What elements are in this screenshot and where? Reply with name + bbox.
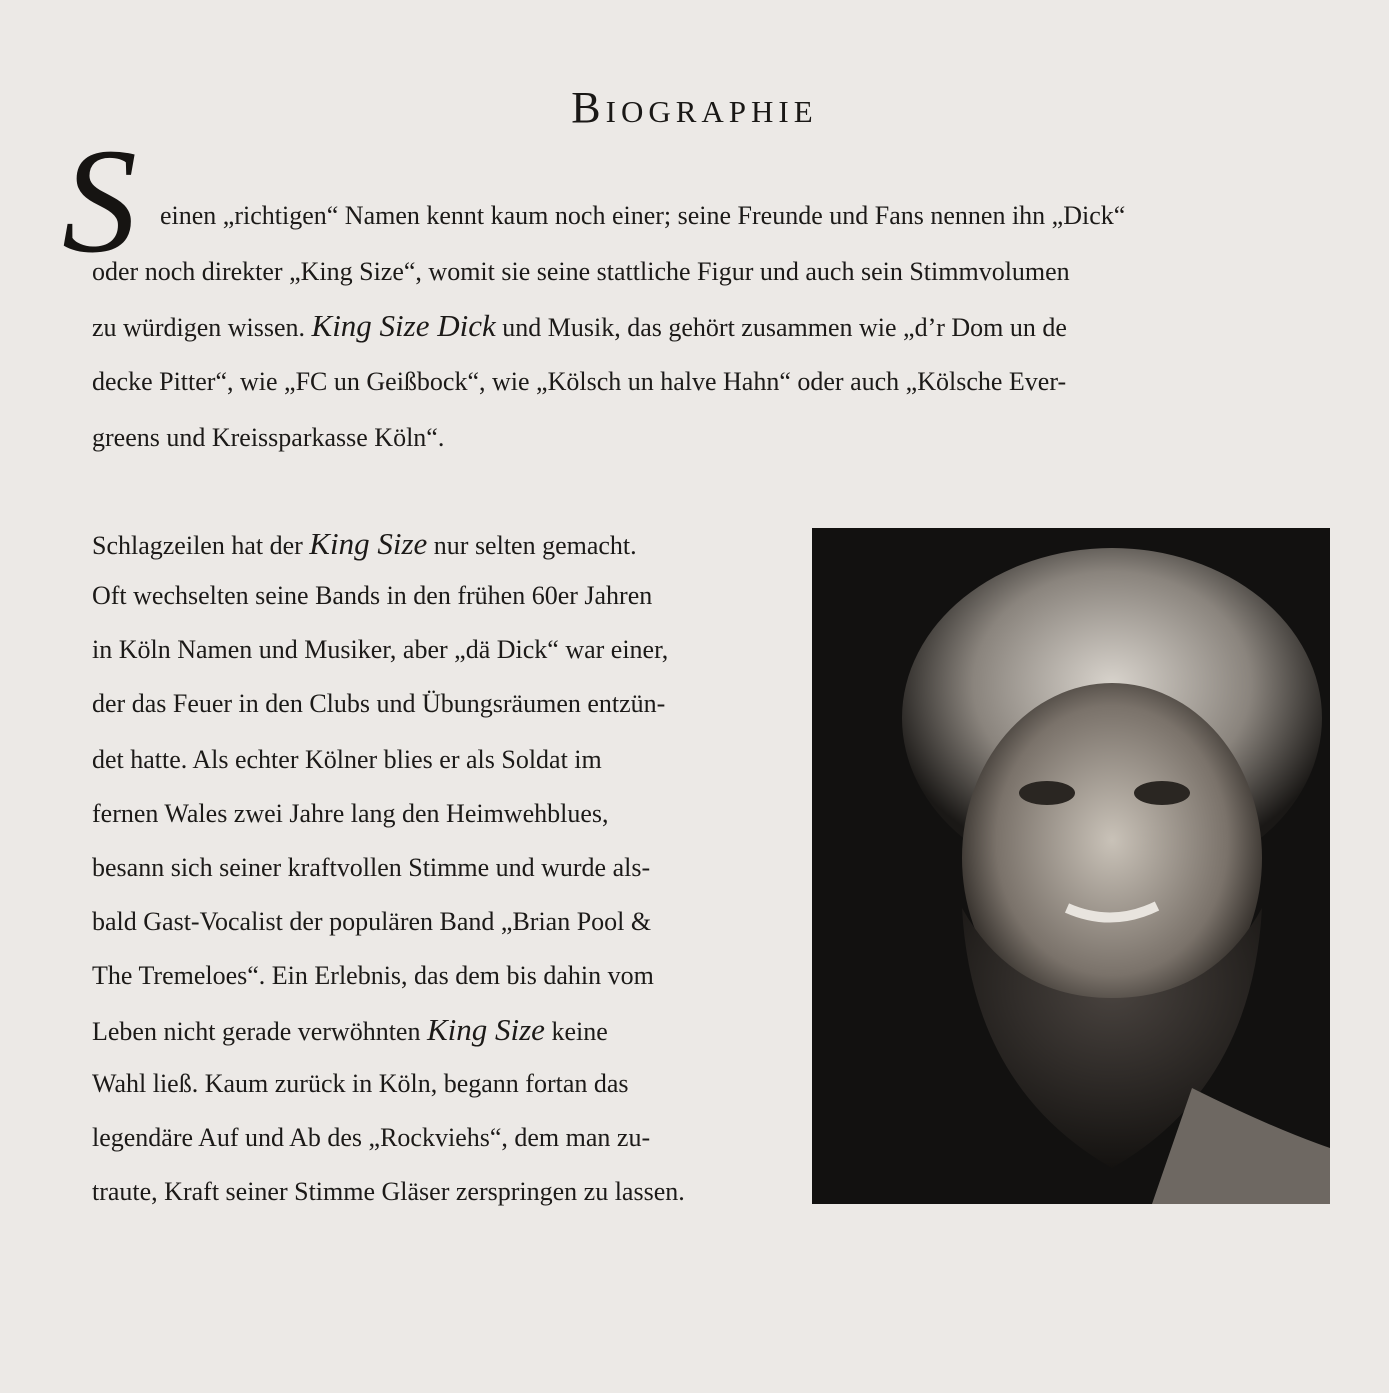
text-line: decke Pitter“, wie „FC un Geißbock“, wie „Kölsch un halve Hahn“ oder auch „Kölsche Ever- — [92, 367, 1067, 396]
text-line: Wahl ließ. Kaum zurück in Köln, begann fortan das — [92, 1069, 629, 1098]
text-line: in Köln Namen und Musiker, aber „dä Dick“ war einer, — [92, 635, 669, 664]
text-line — [92, 528, 637, 562]
text-line: der das Feuer in den Clubs und Übungsräumen entzün- — [92, 689, 666, 718]
text-line: oder noch direkter „King Size“, womit sie seine stattliche Figur und auch sein Stimmvolumen — [92, 257, 1070, 286]
text-line: fernen Wales zwei Jahre lang den Heimwehblues, — [92, 799, 609, 828]
text-line: einen „richtigen“ Namen kennt kaum noch einer; seine Freunde und Fans nennen ihn „Dick“ — [160, 201, 1126, 230]
drop-cap: S — [62, 118, 137, 284]
text-segment: zu würdigen wissen. — [92, 313, 312, 342]
text-line: The Tremeloes“. Ein Erlebnis, das dem bis dahin vom — [92, 961, 654, 990]
portrait-icon — [812, 528, 1330, 1204]
script-name: King Size — [309, 526, 428, 561]
text-line: greens und Kreissparkasse Köln“. — [92, 423, 445, 452]
text-line: besann sich seiner kraftvollen Stimme und wurde als- — [92, 853, 651, 882]
page-title: Biographie — [571, 83, 818, 132]
text-segment: Schlagzeilen hat der — [92, 531, 310, 560]
text-line: Oft wechselten seine Bands in den frühen 60er Jahren — [92, 581, 653, 610]
text-line: det hatte. Als echter Kölner blies er als Soldat im — [92, 745, 602, 774]
text-line: traute, Kraft seiner Stimme Gläser zerspringen zu lassen. — [92, 1177, 685, 1206]
text-segment: keine — [544, 1017, 608, 1046]
text-line: bald Gast-Vocalist der populären Band „Brian Pool & — [92, 907, 652, 936]
script-name: King Size — [426, 1012, 545, 1047]
text-segment: Leben nicht gerade verwöhnten — [92, 1017, 427, 1046]
text-line — [92, 310, 1067, 344]
script-name: King Size Dick — [311, 308, 496, 343]
text-segment: nur selten gemacht. — [427, 531, 637, 560]
text-line — [92, 1014, 608, 1048]
text-line: legendäre Auf und Ab des „Rockviehs“, dem man zu- — [92, 1123, 651, 1152]
text-segment: und Musik, das gehört zusammen wie „d’r Dom un de — [495, 313, 1067, 342]
portrait-photo — [812, 528, 1330, 1204]
